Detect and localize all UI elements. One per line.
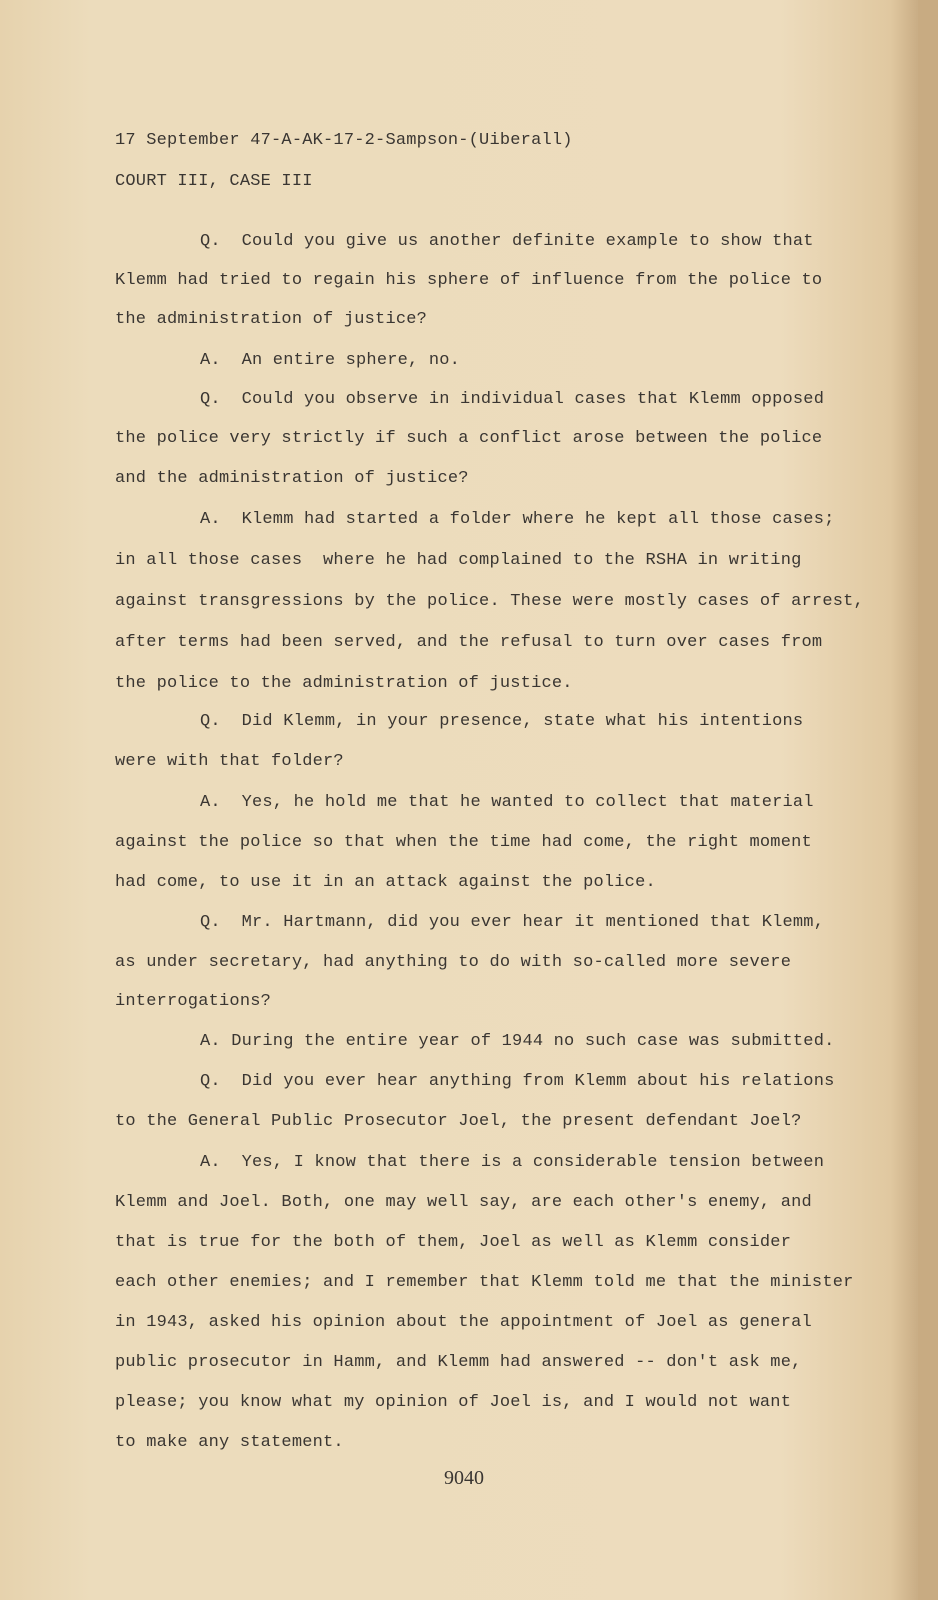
text-line: Q. Could you give us another definite example to show that (200, 232, 814, 251)
text-line: public prosecutor in Hamm, and Klemm had answered -- don't ask me, (115, 1353, 802, 1372)
text-line: A. Yes, I know that there is a considerable tension between (200, 1153, 825, 1172)
text-line: had come, to use it in an attack against the police. (115, 873, 656, 892)
text-line: A. An entire sphere, no. (200, 351, 461, 370)
text-line: Klemm had tried to regain his sphere of influence from the police to (115, 271, 823, 290)
text-line: Q. Could you observe in individual cases that Klemm opposed (200, 390, 825, 409)
header-line-1: 17 September 47-A-AK-17-2-Sampson-(Uiberall) (115, 131, 573, 150)
text-line: were with that folder? (115, 752, 344, 771)
text-line: that is true for the both of them, Joel as well as Klemm consider (115, 1233, 792, 1252)
text-line: Q. Mr. Hartmann, did you ever hear it mentioned that Klemm, (200, 913, 825, 932)
text-line: the police very strictly if such a conflict arose between the police (115, 429, 823, 448)
text-line: to make any statement. (115, 1433, 344, 1452)
text-line: after terms had been served, and the refusal to turn over cases from (115, 633, 823, 652)
text-line: the administration of justice? (115, 310, 428, 329)
text-line: Q. Did you ever hear anything from Klemm about his relations (200, 1072, 835, 1091)
text-line: against the police so that when the time had come, the right moment (115, 833, 812, 852)
text-line: the police to the administration of justice. (115, 674, 573, 693)
page-number: 9040 (444, 1467, 484, 1489)
text-line: each other enemies; and I remember that Klemm told me that the minister (115, 1273, 854, 1292)
page-edge (918, 0, 938, 1600)
text-line: A. Yes, he hold me that he wanted to collect that material (200, 793, 814, 812)
text-line: against transgressions by the police. These were mostly cases of arrest, (115, 592, 864, 611)
text-line: A. Klemm had started a folder where he kept all those cases; (200, 510, 835, 529)
text-line: interrogations? (115, 992, 272, 1011)
text-line: as under secretary, had anything to do with so-called more severe (115, 953, 792, 972)
text-line: A. During the entire year of 1944 no such case was submitted. (200, 1032, 835, 1051)
text-line: Klemm and Joel. Both, one may well say, are each other's enemy, and (115, 1193, 812, 1212)
text-line: please; you know what my opinion of Joel is, and I would not want (115, 1393, 792, 1412)
text-line: to the General Public Prosecutor Joel, the present defendant Joel? (115, 1112, 802, 1131)
text-line: Q. Did Klemm, in your presence, state what his intentions (200, 712, 804, 731)
text-line: in 1943, asked his opinion about the appointment of Joel as general (115, 1313, 812, 1332)
text-line: and the administration of justice? (115, 469, 469, 488)
header-line-2: COURT III, CASE III (115, 172, 313, 191)
text-line: in all those cases where he had complained to the RSHA in writing (115, 551, 802, 570)
